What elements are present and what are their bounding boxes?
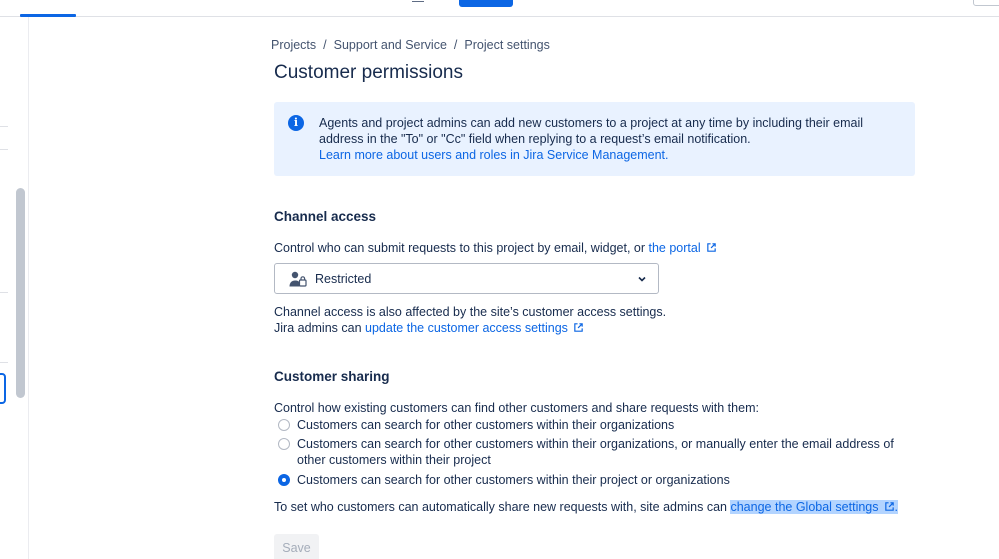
restricted-user-icon xyxy=(289,271,307,287)
customer-sharing-description: Control how existing customers can find other customers and share requests with them: xyxy=(274,401,759,415)
sidebar-scrollbar[interactable] xyxy=(16,188,25,398)
channel-access-note xyxy=(274,304,666,336)
breadcrumb-project-settings[interactable]: Project settings xyxy=(464,38,550,52)
update-access-settings-link[interactable]: update the customer access settings xyxy=(365,321,584,335)
portal-link[interactable]: the portal xyxy=(649,241,717,255)
channel-access-text: Control who can submit requests to this project by email, widget, or xyxy=(274,241,646,255)
save-button[interactable]: Save xyxy=(274,534,319,559)
channel-access-note-line2: Jira admins can update the customer access settings xyxy=(274,320,666,336)
radio-button[interactable] xyxy=(278,419,290,431)
info-text: Agents and project admins can add new customers to a project at any time by including their email address in the "To" or "Cc" field when replying to a request’s email notification. xyxy=(319,116,864,146)
customer-sharing-footer: To set who customers can automatically share new requests with, site admins can change the Global settings . xyxy=(274,500,898,514)
customer-sharing-heading: Customer sharing xyxy=(274,369,390,384)
option-label: Customers can search for other customers within their project or organizations xyxy=(297,473,730,487)
sidebar-divider xyxy=(0,149,8,150)
radio-button[interactable] xyxy=(278,438,290,450)
sidebar-divider xyxy=(0,292,8,293)
learn-more-link[interactable]: Learn more about users and roles in Jira Service Management. xyxy=(319,148,669,162)
sidebar-divider xyxy=(0,362,8,363)
create-button[interactable] xyxy=(459,0,513,7)
option-label: Customers can search for other customers within their organizations xyxy=(297,418,675,432)
sidebar-divider xyxy=(0,126,8,127)
breadcrumb: Projects / Support and Service / Project settings xyxy=(271,38,550,52)
channel-access-note-line1: Channel access is also affected by the site’s customer access settings. xyxy=(274,305,667,319)
channel-access-select[interactable] xyxy=(274,263,659,294)
info-icon: i xyxy=(288,115,304,131)
radio-button-checked[interactable] xyxy=(278,474,290,486)
option-label: Customers can search for other customers within their organizations, or manually enter the email address of other customers within their project xyxy=(297,437,894,467)
global-settings-link[interactable]: change the Global settings . xyxy=(730,500,898,514)
channel-access-description xyxy=(274,240,717,256)
external-link-icon xyxy=(706,242,717,253)
chevron-down-icon xyxy=(637,274,647,284)
external-link-icon xyxy=(573,322,584,333)
nav-item-fragment[interactable] xyxy=(412,0,424,2)
breadcrumb-project[interactable]: Support and Service xyxy=(333,38,447,52)
info-message xyxy=(319,115,904,163)
channel-access-heading: Channel access xyxy=(274,209,377,224)
info-panel xyxy=(274,102,915,176)
select-value: Restricted xyxy=(315,272,372,286)
top-right-button[interactable] xyxy=(973,0,999,6)
page-title: Customer permissions xyxy=(274,62,463,83)
sidebar-focused-item[interactable] xyxy=(0,373,6,404)
breadcrumb-projects[interactable]: Projects xyxy=(271,38,317,52)
external-link-icon xyxy=(884,501,895,512)
top-navigation xyxy=(0,0,999,17)
